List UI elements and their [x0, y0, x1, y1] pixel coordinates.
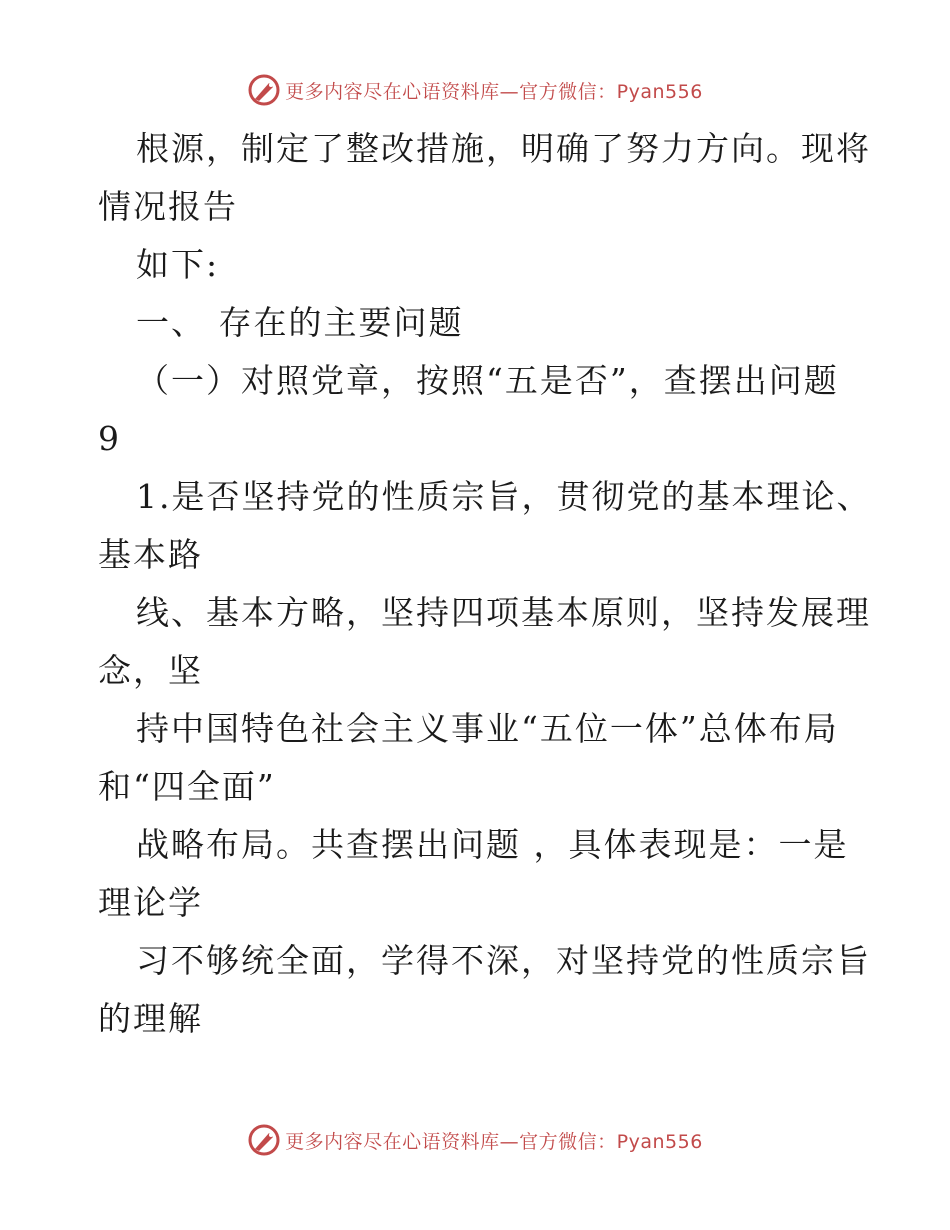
text-line: 持中国特色社会主义事业“五位一体”总体布局: [136, 709, 839, 748]
text-line: （一）对照党章，按照“五是否”，查摆出问题: [136, 361, 839, 400]
footer-banner-text: 更多内容尽在心语资料库—官方微信：Pyan556: [285, 1130, 703, 1153]
text-line: 习不够统全面，学得不深，对坚持党的性质宗旨: [136, 941, 871, 980]
footer-banner: [0, 1120, 950, 1160]
text-line: 线、基本方略，坚持四项基本原则，坚持发展理: [136, 593, 871, 632]
text-line: 1.是否坚持党的性质宗旨，贯彻党的基本理论、: [136, 477, 872, 516]
text-line: 9: [98, 419, 121, 458]
pen-seal-logo-icon: [247, 73, 281, 107]
header-banner-text: 更多内容尽在心语资料库—官方微信：Pyan556: [285, 80, 703, 103]
document-body: [98, 120, 872, 1048]
text-line: 战略布局。共查摆出问题 ，具体表现是：一是: [136, 825, 849, 864]
pen-seal-logo-icon: [247, 1123, 281, 1157]
text-line: 根源，制定了整改措施，明确了努力方向。现将: [136, 129, 871, 168]
text-line: 理论学: [98, 883, 203, 922]
text-line: 的理解: [98, 999, 203, 1038]
header-banner: [0, 70, 950, 110]
text-line: 基本路: [98, 535, 203, 574]
text-line: 情况报告: [98, 187, 238, 226]
text-line: 一、 存在的主要问题: [136, 303, 464, 342]
text-line: 念，坚: [98, 651, 203, 690]
text-line: 如下:: [136, 245, 220, 284]
text-line: 和“四全面”: [98, 767, 276, 806]
